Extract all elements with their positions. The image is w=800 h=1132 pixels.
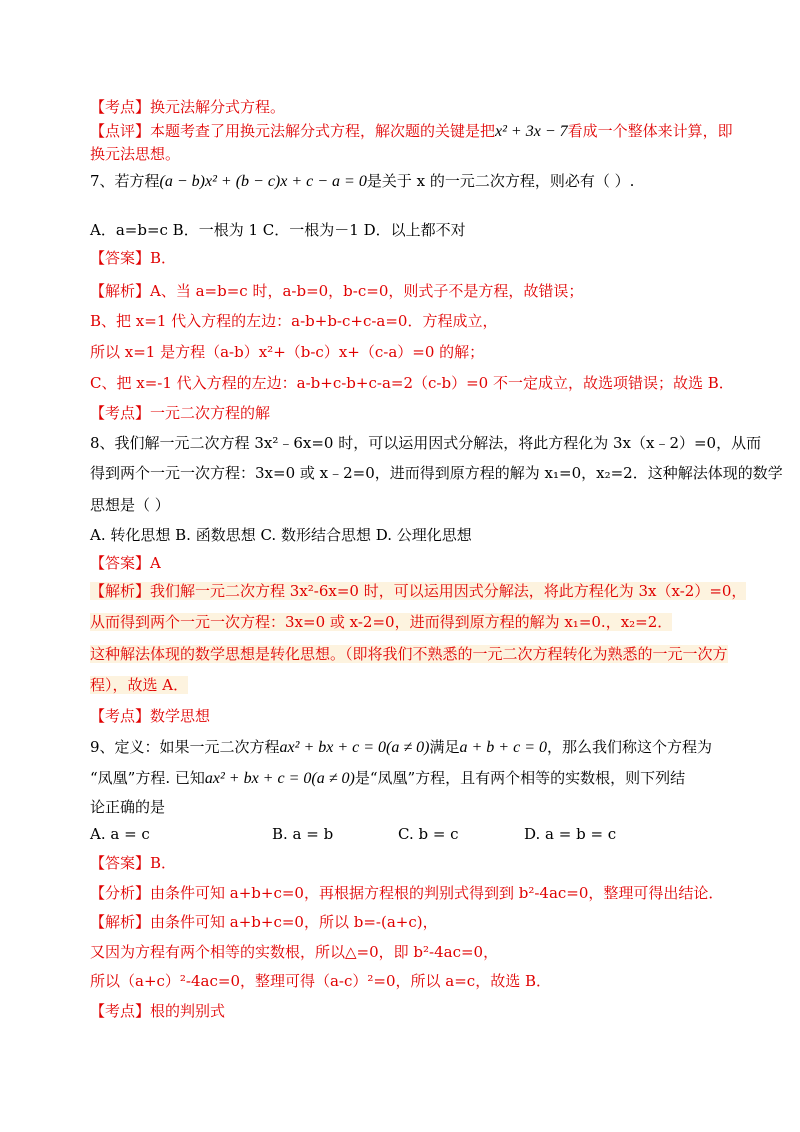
q7-analysis-1: 【解析】A、当 a=b=c 时，a-b=0，b-c=0，则式子不是方程，故错误； [90, 282, 584, 300]
q8-analysis-3-text: 这种解法体现的数学思想是转化思想。（即将我们不熟悉的一元二次方程转化为熟悉的一元一次方 [90, 645, 728, 663]
q9-stem-3: 论正确的是 [90, 798, 166, 816]
q7-stem-expr: (a − b)x² + (b − c)x + c − a = 0 [159, 173, 367, 190]
q9-analysis-1: 【解析】由条件可知 a+b+c=0，所以 b=-(a+c)， [90, 913, 438, 931]
q9-kaodian: 【考点】根的判别式 [90, 1002, 226, 1020]
q9-stem-1b: 满足 [429, 738, 460, 756]
q6-dianping-line2: 换元法思想。 [90, 145, 181, 163]
q8-analysis-1-text: 【解析】我们解一元二次方程 3x²-6x=0 时，可以运用因式分解法，将此方程化为 3x（x-2）=0， [90, 582, 747, 600]
q6-dianping-text1: 【点评】本题考查了用换元法解分式方程，解次题的关键是把 [90, 122, 496, 140]
q8-analysis-3 [90, 643, 728, 665]
q6-dianping-expr: x² + 3x − 7 [495, 123, 568, 140]
q9-answer: 【答案】B． [90, 854, 177, 872]
q7-stem-text2: 是关于 x 的一元二次方程，则必有（ ）. [366, 172, 635, 190]
q8-answer: 【答案】A [90, 554, 161, 572]
q6-dianping-line1 [90, 120, 733, 143]
q8-analysis-2 [90, 611, 710, 633]
q6-dianping-text2: 看成一个整体来计算，即 [567, 122, 733, 140]
q8-stem-2: 得到两个一元一次方程：3x=0 或 x﹣2=0，进而得到原方程的解为 x₁=0，x₂=2．这种解法体现的数学 [90, 464, 783, 482]
q6-kaodian: 【考点】换元法解分式方程。 [90, 98, 286, 116]
q9-option-c: C. b = c [398, 825, 459, 843]
q8-analysis-1 [90, 580, 747, 602]
q8-stem-1: 8、我们解一元二次方程 3x²﹣6x=0 时，可以运用因式分解法，将此方程化为 3x（x﹣2）=0，从而 [90, 434, 762, 452]
q7-analysis-2: B、把 x=1 代入方程的左边：a-b+b-c+c-a=0．方程成立， [90, 312, 498, 330]
q7-options: A．a=b=c B．一根为 1 C．一根为－1 D．以上都不对 [90, 221, 466, 239]
q7-answer: 【答案】B． [90, 249, 177, 267]
q9-stem-1a: 9、定义：如果一元二次方程 [90, 738, 280, 756]
q8-analysis-4 [90, 674, 710, 696]
q9-stem-1 [90, 736, 713, 759]
q9-stem-1-expr: ax² + bx + c = 0(a ≠ 0) [279, 739, 430, 756]
q7-analysis-3: 所以 x=1 是方程（a-b）x²+（b-c）x+（c-a）=0 的解； [90, 343, 485, 361]
q7-kaodian: 【考点】一元二次方程的解 [90, 404, 271, 422]
q7-stem [90, 170, 710, 193]
q9-analysis-3: 所以（a+c）²-4ac=0，整理可得（a-c）²=0，所以 a=c，故选 B． [90, 972, 552, 990]
q7-stem-text1: 7、若方程 [90, 172, 160, 190]
q9-fenxi: 【分析】由条件可知 a+b+c=0，再根据方程根的判别式得到到 b²-4ac=0，整理可得出结论． [90, 884, 724, 902]
q9-option-d: D. a = b = c [524, 825, 617, 843]
q8-stem-3: 思想是（ ） [90, 496, 170, 514]
q9-analysis-2: 又因为方程有两个相等的实数根，所以△=0，即 b²-4ac=0， [90, 943, 499, 961]
q8-options: A. 转化思想 B. 函数思想 C. 数形结合思想 D. 公理化思想 [90, 526, 472, 544]
q9-stem-2 [90, 767, 710, 790]
q9-stem-1-cond: a + b + c = 0 [459, 739, 547, 756]
q9-stem-2b: 是“凤凰”方程，且有两个相等的实数根，则下列结 [354, 769, 686, 787]
q8-analysis-4-text: 程），故选 A． [90, 676, 189, 694]
q8-analysis-2-text: 从而得到两个一元一次方程：3x=0 或 x-2=0，进而得到原方程的解为 x₁=0.，x₂=2． [90, 613, 673, 631]
q7-analysis-4: C、把 x=-1 代入方程的左边：a-b+c-b+c-a=2（c-b）=0 不一定成立，故选项错误；故选 B． [90, 374, 734, 392]
q9-stem-2-expr: ax² + bx + c = 0(a ≠ 0) [204, 770, 355, 787]
q9-stem-2a: “凤凰”方程. 已知 [90, 769, 205, 787]
q9-option-b: B. a = b [272, 825, 334, 843]
q9-option-a: A. a = c [90, 825, 150, 843]
q9-stem-1c: ，那么我们称这个方程为 [547, 738, 713, 756]
q8-kaodian: 【考点】数学思想 [90, 707, 211, 725]
